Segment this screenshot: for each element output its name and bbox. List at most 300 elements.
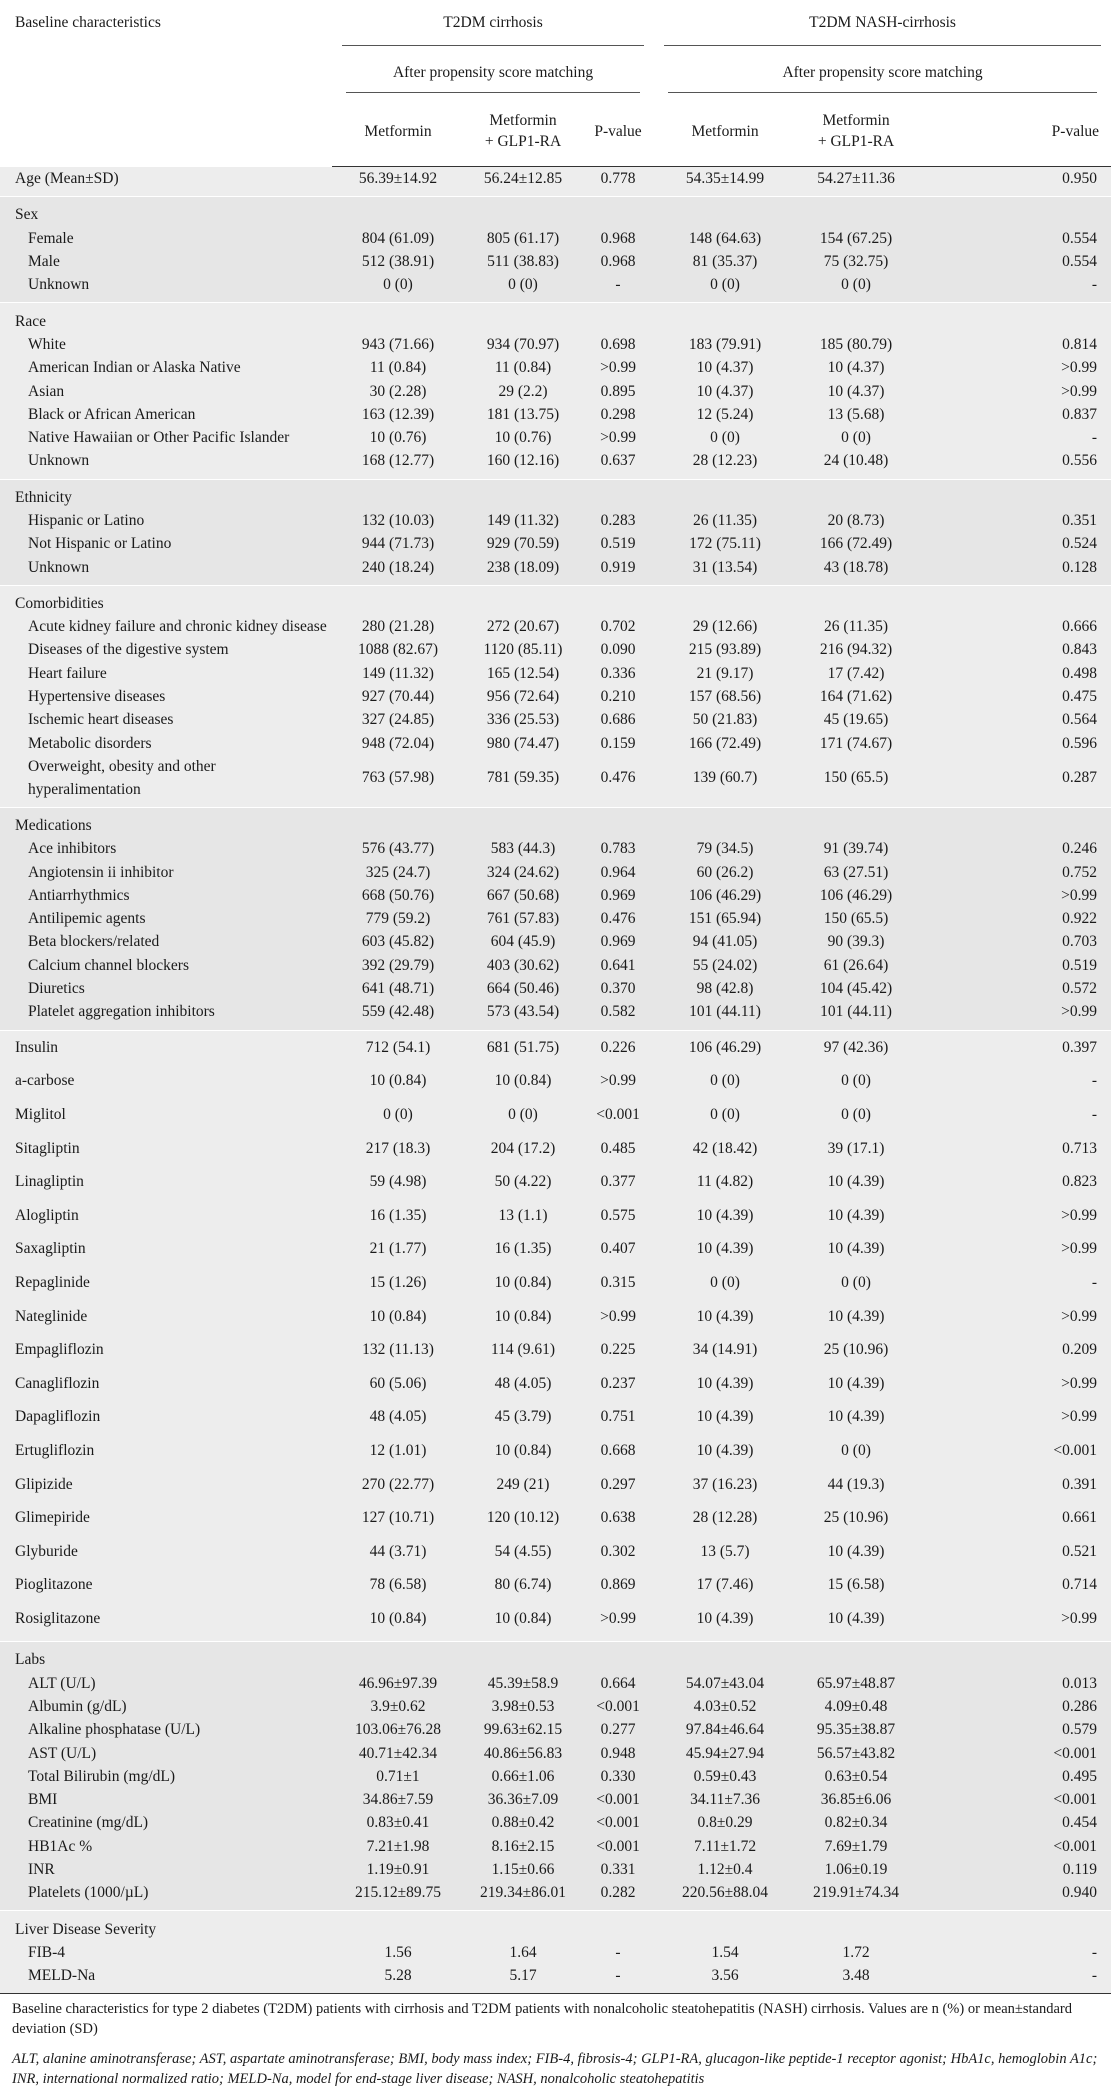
cell-value: 166 (72.49) [688,734,762,752]
cell-value: 0 (0) [841,429,871,447]
cell-value: 0.964 [600,863,636,881]
table-row [0,1232,1111,1266]
cell-value: 219.34±86.01 [479,1884,566,1902]
cell-value: 60 (5.06) [369,1374,427,1392]
cell-value: 0.286 [1062,1697,1098,1715]
row-label: Acute kidney failure and chronic kidney disease [28,618,327,636]
cell-value: 99.63±62.15 [483,1721,563,1739]
table-row [0,1198,1111,1232]
cell-value: - [615,276,621,294]
table-row [0,1467,1111,1501]
group1-title: T2DM cirrhosis [443,14,543,31]
row-label: Alkaline phosphatase (U/L) [28,1721,201,1739]
cell-value: 0.582 [600,1003,636,1021]
cell-value: 11 (0.84) [494,359,552,377]
cell-value: 4.09±0.48 [824,1697,888,1715]
cell-value: 132 (11.13) [362,1341,434,1359]
row-label: Miglitol [15,1105,66,1123]
cell-value: 59 (4.98) [369,1173,427,1191]
row-label: ALT (U/L) [28,1674,96,1692]
cell-value: 0.554 [1062,253,1098,271]
cell-value: 0.661 [1062,1509,1098,1527]
cell-value: 164 (71.62) [819,688,893,706]
table-row [0,227,1111,250]
cell-value: 763 (57.98) [361,769,435,787]
table-row [0,615,1111,638]
cell-value: 10 (4.39) [827,1307,885,1325]
cell-value: 0.823 [1062,1173,1098,1191]
cell-value: 10 (4.39) [827,1240,885,1258]
cell-value: 1.64 [509,1943,537,1961]
table-row [0,884,1111,907]
row-label: Platelets (1000/µL) [28,1884,149,1902]
table-row [0,837,1111,860]
cell-value: 240 (18.24) [361,558,435,576]
section-title: Race [0,303,1111,333]
cell-value: <0.001 [1053,1441,1098,1459]
table-row [0,1765,1111,1788]
cell-value: 154 (67.25) [819,229,893,247]
cell-value: 0.837 [1062,405,1098,423]
cell-value: 0.246 [1062,840,1098,858]
cell-value: 0.664 [600,1674,636,1692]
cell-value: <0.001 [596,1837,640,1855]
cell-value: 1088 (82.67) [357,641,439,659]
cell-value: 97 (42.36) [796,1030,916,1064]
table-row [0,1064,1111,1098]
section-title: Medications [0,807,1111,837]
cell-value: 10 (0.76) [369,429,427,447]
table-row [0,1741,1111,1764]
table-row [0,167,1111,197]
cell-value: 10 (4.39) [827,1173,885,1191]
cell-value: <0.001 [1053,1744,1098,1762]
cell-value: >0.99 [1061,1374,1098,1392]
table-row [0,930,1111,953]
cell-value: 10 (0.84) [494,1441,552,1459]
section-header-row [0,585,1111,615]
table-row [0,1030,1111,1064]
cell-value: 29 (12.66) [692,618,758,636]
cell-value: 712 (54.1) [332,1030,464,1064]
cell-value: 97.84±46.64 [685,1721,765,1739]
cell-value: 44 (3.71) [369,1542,427,1560]
cell-value: 934 (70.97) [486,335,560,353]
cell-value: 0.666 [1062,618,1098,636]
cell-value: 667 (50.68) [486,886,560,904]
cell-value: 0.556 [1062,452,1098,470]
cell-value: 56.24±12.85 [483,170,563,188]
cell-value: 26 (11.35) [693,512,758,529]
section-title: Labs [0,1642,1111,1672]
cell-value: 0.948 [600,1744,636,1762]
cell-value: >0.99 [600,359,636,377]
row-label: INR [28,1861,55,1878]
cell-value: 46.96±97.39 [358,1674,438,1692]
row-label: Angiotensin ii inhibitor [28,863,174,881]
cell-value: >0.99 [600,1307,636,1325]
row-label: a-carbose [15,1072,75,1090]
cell-value: 34.11±7.36 [690,1791,760,1809]
row-label: Diuretics [28,980,85,998]
cell-value: 0.637 [600,452,636,470]
row-label: White [28,335,66,353]
cell-value: 10 (0.84) [369,1609,427,1627]
cell-value: 4.03±0.52 [693,1697,757,1715]
cell-value: 101 (44.11) [689,1003,761,1021]
cell-value: 0.210 [600,688,636,706]
table-row [0,555,1111,585]
cell-value: 324 (24.62) [486,863,560,881]
cell-value: 11 (4.82) [696,1173,754,1191]
cell-value: 50 (21.83) [692,711,758,729]
table-row [0,403,1111,426]
cell-value: 20 (8.73) [827,512,885,529]
cell-value: >0.99 [1061,1609,1098,1627]
cell-value: 181 (13.75) [486,405,560,423]
cell-value: 0.498 [1062,664,1098,682]
cell-value: 0.225 [600,1341,636,1359]
cell-value: 761 (57.83) [486,910,560,928]
cell-value: 0.575 [600,1206,636,1224]
row-label: Ace inhibitors [28,840,117,858]
table-row [0,1941,1111,1964]
section-header-row [0,807,1111,837]
group2-title: T2DM NASH-cirrhosis [809,14,956,31]
cell-value: 63 (27.51) [823,863,889,881]
table-row [0,954,1111,977]
cell-value: 220.56±88.04 [682,1884,769,1902]
cell-value: 26 (11.35) [824,618,889,636]
cell-value: 0.703 [1062,933,1098,951]
cell-value: 3.56 [711,1967,739,1985]
cell-value: - [1091,1072,1098,1090]
cell-value: 61 (26.64) [823,956,889,974]
cell-value: <0.001 [596,1105,640,1123]
cell-value: 0.277 [600,1721,636,1739]
cell-value: 3.48 [842,1967,870,1985]
row-label: FIB-4 [28,1943,66,1961]
cell-value: 0.702 [600,618,636,636]
row-label: Glipizide [15,1475,73,1493]
cell-value: 805 (61.17) [486,229,560,247]
cell-value: 90 (39.3) [827,933,885,951]
table-row [0,977,1111,1000]
table-row [0,907,1111,930]
cell-value: 54 (4.55) [494,1542,552,1560]
cell-value: 165 (12.54) [486,664,560,682]
cell-value: 10 (4.39) [827,1408,885,1426]
cell-value: 10 (4.39) [696,1441,754,1459]
table-row [0,1788,1111,1811]
cell-value: 42 (18.42) [692,1139,758,1157]
row-label: Heart failure [28,664,107,682]
cell-value: 10 (0.84) [369,1307,427,1325]
cell-value: 139 (60.7) [692,769,758,787]
cell-value: 43 (18.78) [823,558,889,576]
cell-value: 10 (0.76) [494,429,552,447]
cell-value: 15 (1.26) [369,1273,427,1291]
table-row [0,1695,1111,1718]
cell-value: 48 (4.05) [494,1374,552,1392]
table-row [0,1400,1111,1434]
table-row [0,685,1111,708]
cell-value: 0.330 [600,1767,636,1785]
cell-value: 132 (10.03) [361,512,435,529]
cell-value: 10 (4.39) [696,1206,754,1224]
row-label: Total Bilirubin (mg/dL) [28,1767,176,1785]
cell-value: 0 (0) [710,429,740,447]
cell-value: 0 (0) [841,276,871,294]
table-row [0,1835,1111,1858]
cell-value: 34 (14.91) [692,1341,758,1359]
cell-value: 0.59±0.43 [693,1767,757,1785]
cell-value: 641 (48.71) [361,980,435,998]
cell-value: 8.16±2.15 [491,1837,555,1855]
cell-value: 16 (1.35) [369,1206,427,1224]
cell-value: 0.315 [600,1273,636,1291]
cell-value: 17 (7.46) [696,1576,754,1594]
cell-value: 249 (21) [496,1475,550,1493]
cell-value: 10 (4.37) [696,382,754,400]
cell-value: 0.564 [1062,711,1098,729]
cell-value: 10 (4.37) [696,359,754,377]
cell-value: 10 (4.39) [696,1240,754,1258]
cell-value: 7.69±1.79 [824,1837,888,1855]
cell-value: - [1091,1105,1098,1123]
table-row [0,1602,1111,1642]
row-label: Empagliflozin [15,1341,104,1359]
cell-value: <0.001 [596,1814,640,1832]
row-label: MELD-Na [28,1967,96,1985]
row-label: Overweight, obesity and other hyperalimentation [28,757,216,798]
cell-value: 101 (44.11) [820,1003,892,1021]
cell-value: 0.336 [600,664,636,682]
cell-value: 804 (61.09) [361,229,435,247]
cell-value: 10 (4.39) [696,1374,754,1392]
row-label: Not Hispanic or Latino [28,535,172,553]
cell-value: 104 (45.42) [819,980,893,998]
cell-value: 5.28 [384,1967,412,1985]
cell-value: 40.71±42.34 [358,1744,438,1762]
cell-value: 0 (0) [710,1273,740,1291]
cell-value: 54.27±11.36 [817,170,895,188]
cell-value: 511 (38.83) [487,253,559,271]
cell-value: 0.476 [600,910,636,928]
col-header-metformin-2: Metformin [654,98,796,167]
cell-value: 29 (2.2) [498,382,548,400]
cell-value: 25 (10.96) [823,1341,889,1359]
cell-value: 0.641 [600,956,636,974]
section-title: Sex [0,197,1111,227]
table-row [0,1671,1111,1694]
header-group-t2dm-cirrhosis [332,0,654,52]
row-label: Sitagliptin [15,1139,80,1157]
row-label: Repaglinide [15,1273,90,1291]
cell-value: 576 (43.77) [361,840,435,858]
cell-value: <0.001 [1053,1791,1098,1809]
cell-value: 11 (0.84) [369,359,427,377]
row-label: Metabolic disorders [28,734,152,752]
cell-value: 0 (0) [508,1105,538,1123]
cell-value: 779 (59.2) [365,910,431,928]
cell-value: 1.72 [842,1943,870,1961]
cell-value: 0.751 [600,1408,636,1426]
cell-value: 0.950 [1062,170,1098,188]
cell-value: 781 (59.35) [486,769,560,787]
row-label: AST (U/L) [28,1744,97,1762]
cell-value: 7.11±1.72 [693,1837,757,1855]
table-footnote: Baseline characteristics for type 2 diabetes (T2DM) patients with cirrhosis and T2DM patients with nonalcoholic steatohepatitis (NASH) cirrhosis. Values are n (%) or mean±standard deviation (SD) [0,1993,1111,2039]
cell-value: 120 (10.12) [486,1509,560,1527]
cell-value: 106 (46.29) [688,886,762,904]
table-row [0,426,1111,449]
cell-value: 0.013 [1062,1674,1098,1692]
cell-value: 217 (18.3) [365,1139,431,1157]
table-row [0,1098,1111,1132]
row-label: Platelet aggregation inhibitors [28,1003,215,1021]
cell-value: 0.968 [600,229,636,247]
row-label: Ischemic heart diseases [28,711,174,729]
cell-value: 216 (94.32) [819,641,893,659]
cell-value: 0.485 [600,1139,636,1157]
cell-value: 3.9±0.62 [370,1697,426,1715]
cell-value: 0.969 [600,933,636,951]
cell-value: 55 (24.02) [692,956,758,974]
cell-value: 12 (1.01) [369,1441,427,1459]
cell-value: 0.297 [600,1475,636,1493]
cell-value: 0.71±1 [376,1767,420,1785]
cell-value: 0.922 [1062,910,1098,928]
cell-value: 327 (24.85) [361,711,435,729]
row-label: Male [28,253,60,271]
table-row [0,1858,1111,1881]
cell-value: 0.475 [1062,688,1098,706]
section-title: Ethnicity [0,479,1111,509]
cell-value: 13 (5.68) [827,405,885,423]
row-label: Hypertensive diseases [28,688,166,706]
cell-value: 0.377 [600,1173,636,1191]
col-header-metformin-1: Metformin [332,98,464,167]
row-label: Unknown [28,558,90,576]
cell-value: >0.99 [1061,1307,1098,1325]
cell-value: 0.159 [600,734,636,752]
cell-value: 17 (7.42) [827,664,885,682]
cell-value: 573 (43.54) [486,1003,560,1021]
cell-value: 948 (72.04) [361,734,435,752]
table-row [0,755,1111,808]
table-row [0,1434,1111,1468]
cell-value: 5.17 [509,1967,537,1985]
cell-value: 10 (4.39) [696,1408,754,1426]
cell-value: 56.39±14.92 [358,170,438,188]
cell-value: 45 (3.79) [494,1408,552,1426]
cell-value: 0 (0) [710,1105,740,1123]
cell-value: 1.19±0.91 [366,1861,430,1878]
cell-value: 336 (25.53) [486,711,560,729]
cell-value: 24 (10.48) [823,452,889,470]
cell-value: 12 (5.24) [696,405,754,423]
cell-value: 10 (4.39) [827,1374,885,1392]
cell-value: 44 (19.3) [827,1475,885,1493]
cell-value: 10 (0.84) [494,1609,552,1627]
cell-value: 10 (4.39) [827,1609,885,1627]
cell-value: 148 (64.63) [688,229,762,247]
cell-value: 0.226 [582,1030,654,1064]
cell-value: 149 (11.32) [362,664,434,682]
cell-value: 16 (1.35) [494,1240,552,1258]
cell-value: 583 (44.3) [490,840,556,858]
row-label: Canagliflozin [15,1374,100,1392]
cell-value: 10 (4.39) [827,1542,885,1560]
cell-value: <0.001 [1053,1837,1098,1855]
table-row [0,1568,1111,1602]
cell-value: 238 (18.09) [486,558,560,576]
cell-value: 45.94±27.94 [685,1744,765,1762]
cell-value: 45.39±58.9 [487,1674,559,1692]
cell-value: 681 (51.75) [464,1030,582,1064]
cell-value: 1.12±0.4 [697,1861,753,1878]
cell-value: 215.12±89.75 [354,1884,441,1902]
cell-value: 0.237 [600,1374,636,1392]
table-row [0,638,1111,661]
table-row [0,509,1111,532]
table-row [0,1131,1111,1165]
row-label: Rosiglitazone [15,1609,101,1627]
table-row [0,1881,1111,1911]
cell-value: 34.86±7.59 [362,1791,434,1809]
cell-value: 0.686 [600,711,636,729]
cell-value: 0.88±0.42 [491,1814,555,1832]
row-label: Calcium channel blockers [28,956,189,974]
row-label: Linagliptin [15,1173,84,1191]
cell-value: 1.56 [384,1943,412,1961]
cell-value: 10 (0.84) [494,1072,552,1090]
section-header-row [0,303,1111,333]
cell-value: 78 (6.58) [369,1576,427,1594]
section-header-row [0,197,1111,227]
cell-value: 956 (72.64) [486,688,560,706]
row-label: Age (Mean±SD) [15,169,119,187]
cell-value: 151 (65.94) [688,910,762,928]
cell-value: 559 (42.48) [361,1003,435,1021]
header-baseline-characteristics: Baseline characteristics [15,14,161,31]
table-row [0,860,1111,883]
cell-value: - [1091,1273,1098,1291]
table-row [0,708,1111,731]
table-row [0,1366,1111,1400]
cell-value: 512 (38.91) [361,253,435,271]
cell-value: 1.54 [711,1943,739,1961]
section-title: Liver Disease Severity [0,1911,1111,1941]
table-row [0,250,1111,273]
table-row [0,1964,1111,1993]
cell-value: 0.714 [1062,1576,1098,1594]
cell-value: 106 (46.29) [654,1030,796,1064]
col-header-pvalue-1: P-value [582,98,654,167]
row-label: Glyburide [15,1542,78,1560]
cell-value: 0.209 [1062,1341,1098,1359]
row-label: Native Hawaiian or Other Pacific Islander [28,429,290,447]
row-label: Insulin [0,1030,332,1064]
cell-value: 10 (4.39) [696,1609,754,1627]
cell-value: 0.119 [1062,1861,1098,1878]
cell-value: - [1091,1943,1098,1961]
table-row [0,732,1111,755]
cell-value: 0.287 [1062,769,1098,787]
table-row [0,662,1111,685]
row-label: Saxagliptin [15,1240,86,1258]
